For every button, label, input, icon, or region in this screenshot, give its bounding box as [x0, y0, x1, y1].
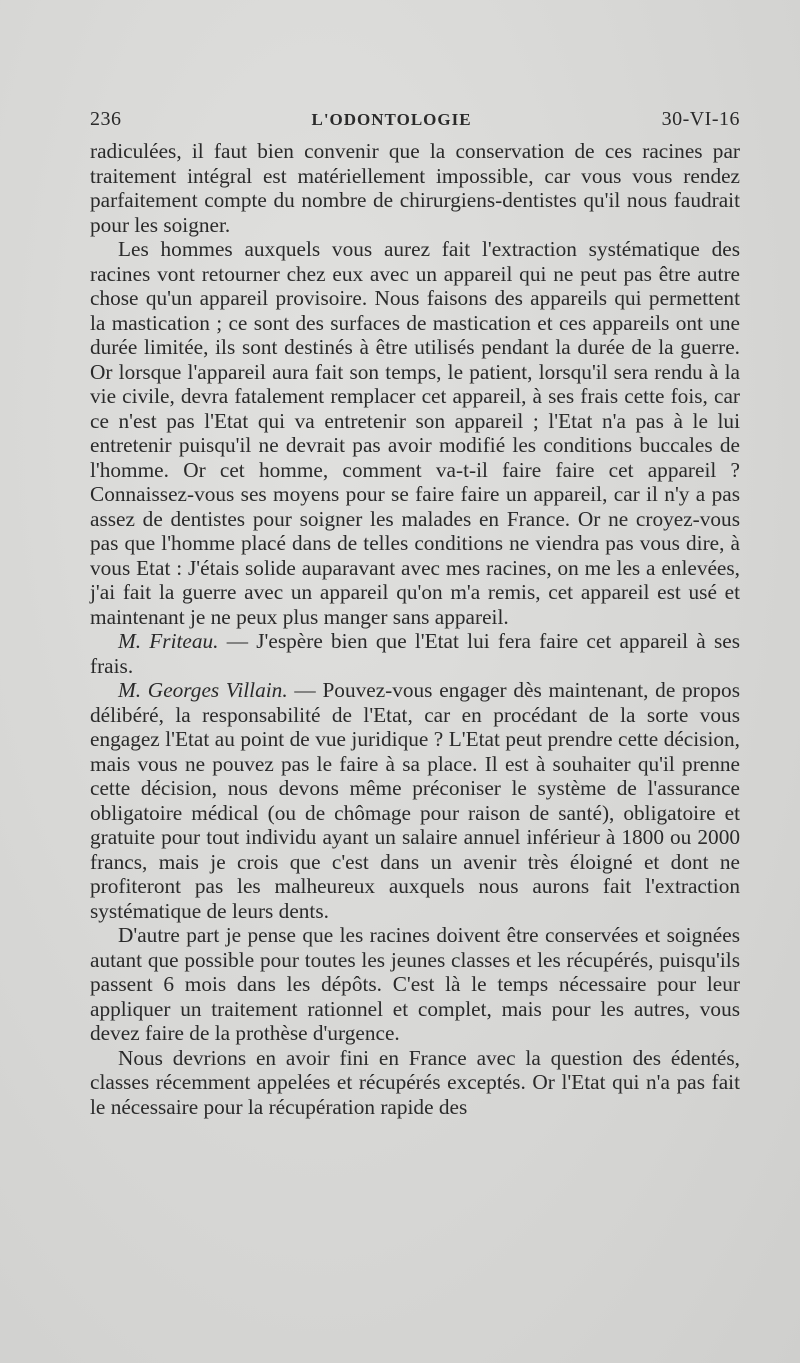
paragraph	[90, 678, 740, 923]
paragraph	[90, 237, 740, 629]
paragraph	[90, 923, 740, 1046]
issue-date: 30-VI-16	[661, 108, 740, 130]
page-number: 236	[90, 108, 122, 130]
paragraph-text: Les hommes auxquels vous aurez fait l'extraction systématique des racines vont retourner chez eux avec un appareil qui ne peut pas être autre chose qu'un appareil provisoire. Nous faisons des appareils qui permettent la mastication ; ce sont des surfaces de mastication et ces appareils ont une durée limitée, ils sont destinés à être utilisés pendant la durée de la guerre. Or lorsque l'appareil aura fait son temps, le patient, lorsqu'il sera rendu à la vie civile, devra fatalement remplacer cet appareil, à ses frais cette fois, car ce n'est pas l'Etat qui va entretenir son appareil ; l'Etat n'a pas à le lui entretenir puisqu'il ne devrait pas avoir modifié les conditions buccales de l'homme. Or cet homme, comment va-t-il faire faire cet appareil ? Connaissez-vous ses moyens pour se faire faire un appareil, car il n'y a pas assez de dentistes pour soigner les malades en France. Or ne croyez-vous pas que l'homme placé dans de telles conditions ne viendra pas vous dire, à vous Etat : J'étais solide auparavant avec mes racines, on me les a enlevées, j'ai fait la guerre avec un appareil qu'on m'a remis, cet appareil est usé et maintenant je ne peux plus manger sans appareil.	[90, 237, 740, 629]
book-page	[90, 108, 740, 1119]
paragraph	[90, 139, 740, 237]
paragraph	[90, 629, 740, 678]
paragraph-text: Nous devrions en avoir fini en France avec la question des édentés, classes récemment appelées et récupérés exceptés. Or l'Etat qui n'a pas fait le nécessaire pour la récupération rapide des	[90, 1045, 740, 1119]
speaker-name: M. Georges Villain.	[118, 678, 288, 702]
paragraph	[90, 1046, 740, 1120]
paragraph-text: — J'espère bien que l'Etat lui fera faire cet appareil à ses frais.	[90, 629, 740, 678]
speaker-name: M. Friteau.	[118, 629, 219, 653]
paragraph-text: — Pouvez-vous engager dès maintenant, de propos délibéré, la responsabilité de l'Etat, car en procédant de la sorte vous engagez l'Etat au point de vue juridique ? L'Etat peut prendre cette décision, mais vous ne pouvez pas le faire à sa place. Il est à souhaiter qu'il prenne cette décision, nous devons même préconiser le système de l'assurance obligatoire médical (ou de chômage pour raison de santé), obligatoire et gratuite pour tout individu ayant un salaire annuel inférieur à 1800 ou 2000 francs, mais je crois que c'est dans un avenir très éloigné et dont ne profiteront pas les malheureux auxquels nous aurons fait l'extraction systématique de leurs dents.	[90, 678, 740, 923]
journal-title: L'ODONTOLOGIE	[311, 110, 472, 129]
paragraph-text: radiculées, il faut bien convenir que la conservation de ces racines par traitement intégral est matériellement impossible, car vous vous rendez parfaitement compte du nombre de chirurgiens-dentistes qu'il nous faudrait pour les soigner.	[90, 139, 740, 237]
running-header	[90, 108, 740, 131]
body-text	[90, 139, 740, 1119]
paragraph-text: D'autre part je pense que les racines doivent être conservées et soignées autant que possible pour toutes les jeunes classes et les récupérés, puisqu'ils passent 6 mois dans les dépôts. C'est là le temps nécessaire pour leur appliquer un traitement rationnel et complet, mais pour les autres, vous devez faire de la prothèse d'urgence.	[90, 923, 740, 1045]
